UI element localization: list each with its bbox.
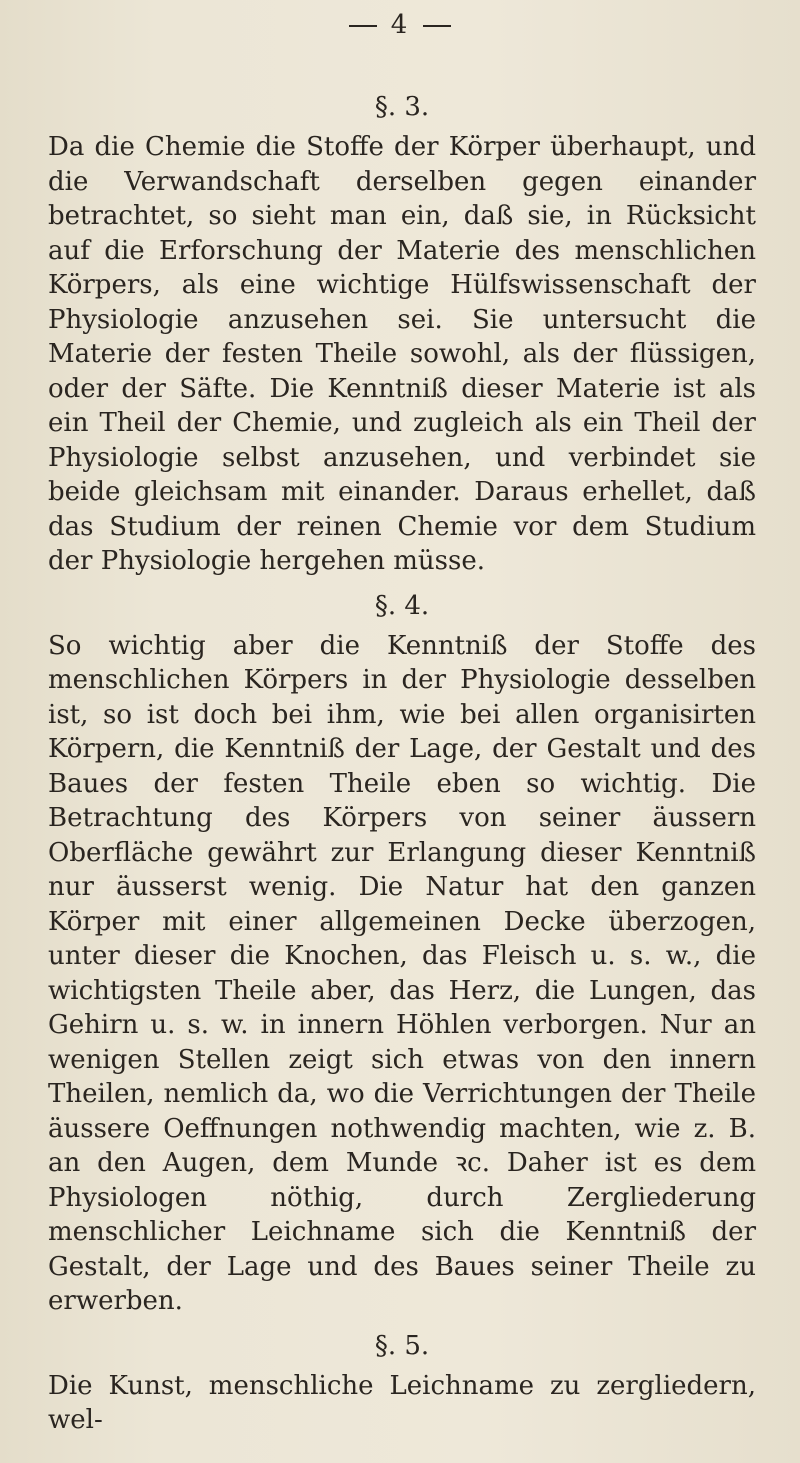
section-heading-5: §. 5. <box>374 1330 430 1361</box>
section-paragraph-3: Da die Chemie die Stoffe der Körper überhaupt, und die Verwandschaft derselben gegen einander betrachtet, so sieht man ein, daß sie, in Rücksicht auf die Erforschung der Materie des menschlichen Körpers, als eine wichtige Hülfswissenschaft der Physiologie anzusehen sei. Sie untersucht die Materie der festen Theile sowohl, als der flüssigen, oder der Säfte. Die Kenntniß dieser Materie ist als ein Theil der Chemie, und zugleich als ein Theil der Physiologie selbst anzusehen, und verbindet sie beide gleichsam mit einander. Daraus erhellet, daß das Studium der reinen Chemie vor dem Studium der Physiologie hergehen müsse. <box>48 132 756 576</box>
header-dash-right <box>423 25 451 27</box>
section-heading-3: §. 3. <box>374 92 430 122</box>
header-dash-left <box>349 25 377 27</box>
page-body <box>48 92 756 1438</box>
page-header <box>0 10 800 40</box>
page-number: 4 <box>390 10 410 40</box>
section-heading-4: §. 4. <box>374 590 430 621</box>
section-paragraph-5: Die Kunst, menschliche Leichname zu zergliedern, wel- <box>48 1370 756 1435</box>
section-paragraph-4: So wichtig aber die Kenntniß der Stoffe des menschlichen Körpers in der Physiologie desselben ist, so ist doch bei ihm, wie bei allen organisirten Körpern, die Kenntniß der Lage, der Gestalt und des Baues der festen Theile eben so wichtig. Die Betrachtung des Körpers von seiner äussern Oberfläche gewährt zur Erlangung dieser Kenntniß nur äusserst wenig. Die Natur hat den ganzen Körper mit einer allgemeinen Decke überzogen, unter dieser die Knochen, das Fleisch u. s. w., die wichtigsten Theile aber, das Herz, die Lungen, das Gehirn u. s. w. in innern Höhlen verborgen. Nur an wenigen Stellen zeigt sich etwas von den innern Theilen, nemlich da, wo die Verrichtungen der Theile äussere Oeffnungen nothwendig machten, wie z. B. an den Augen, dem Munde ꝛc. Daher ist es dem Physiologen nöthig, durch Zergliederung menschlicher Leichname sich die Kenntniß der Gestalt, der Lage und des Baues seiner Theile zu erwerben. <box>48 630 756 1316</box>
